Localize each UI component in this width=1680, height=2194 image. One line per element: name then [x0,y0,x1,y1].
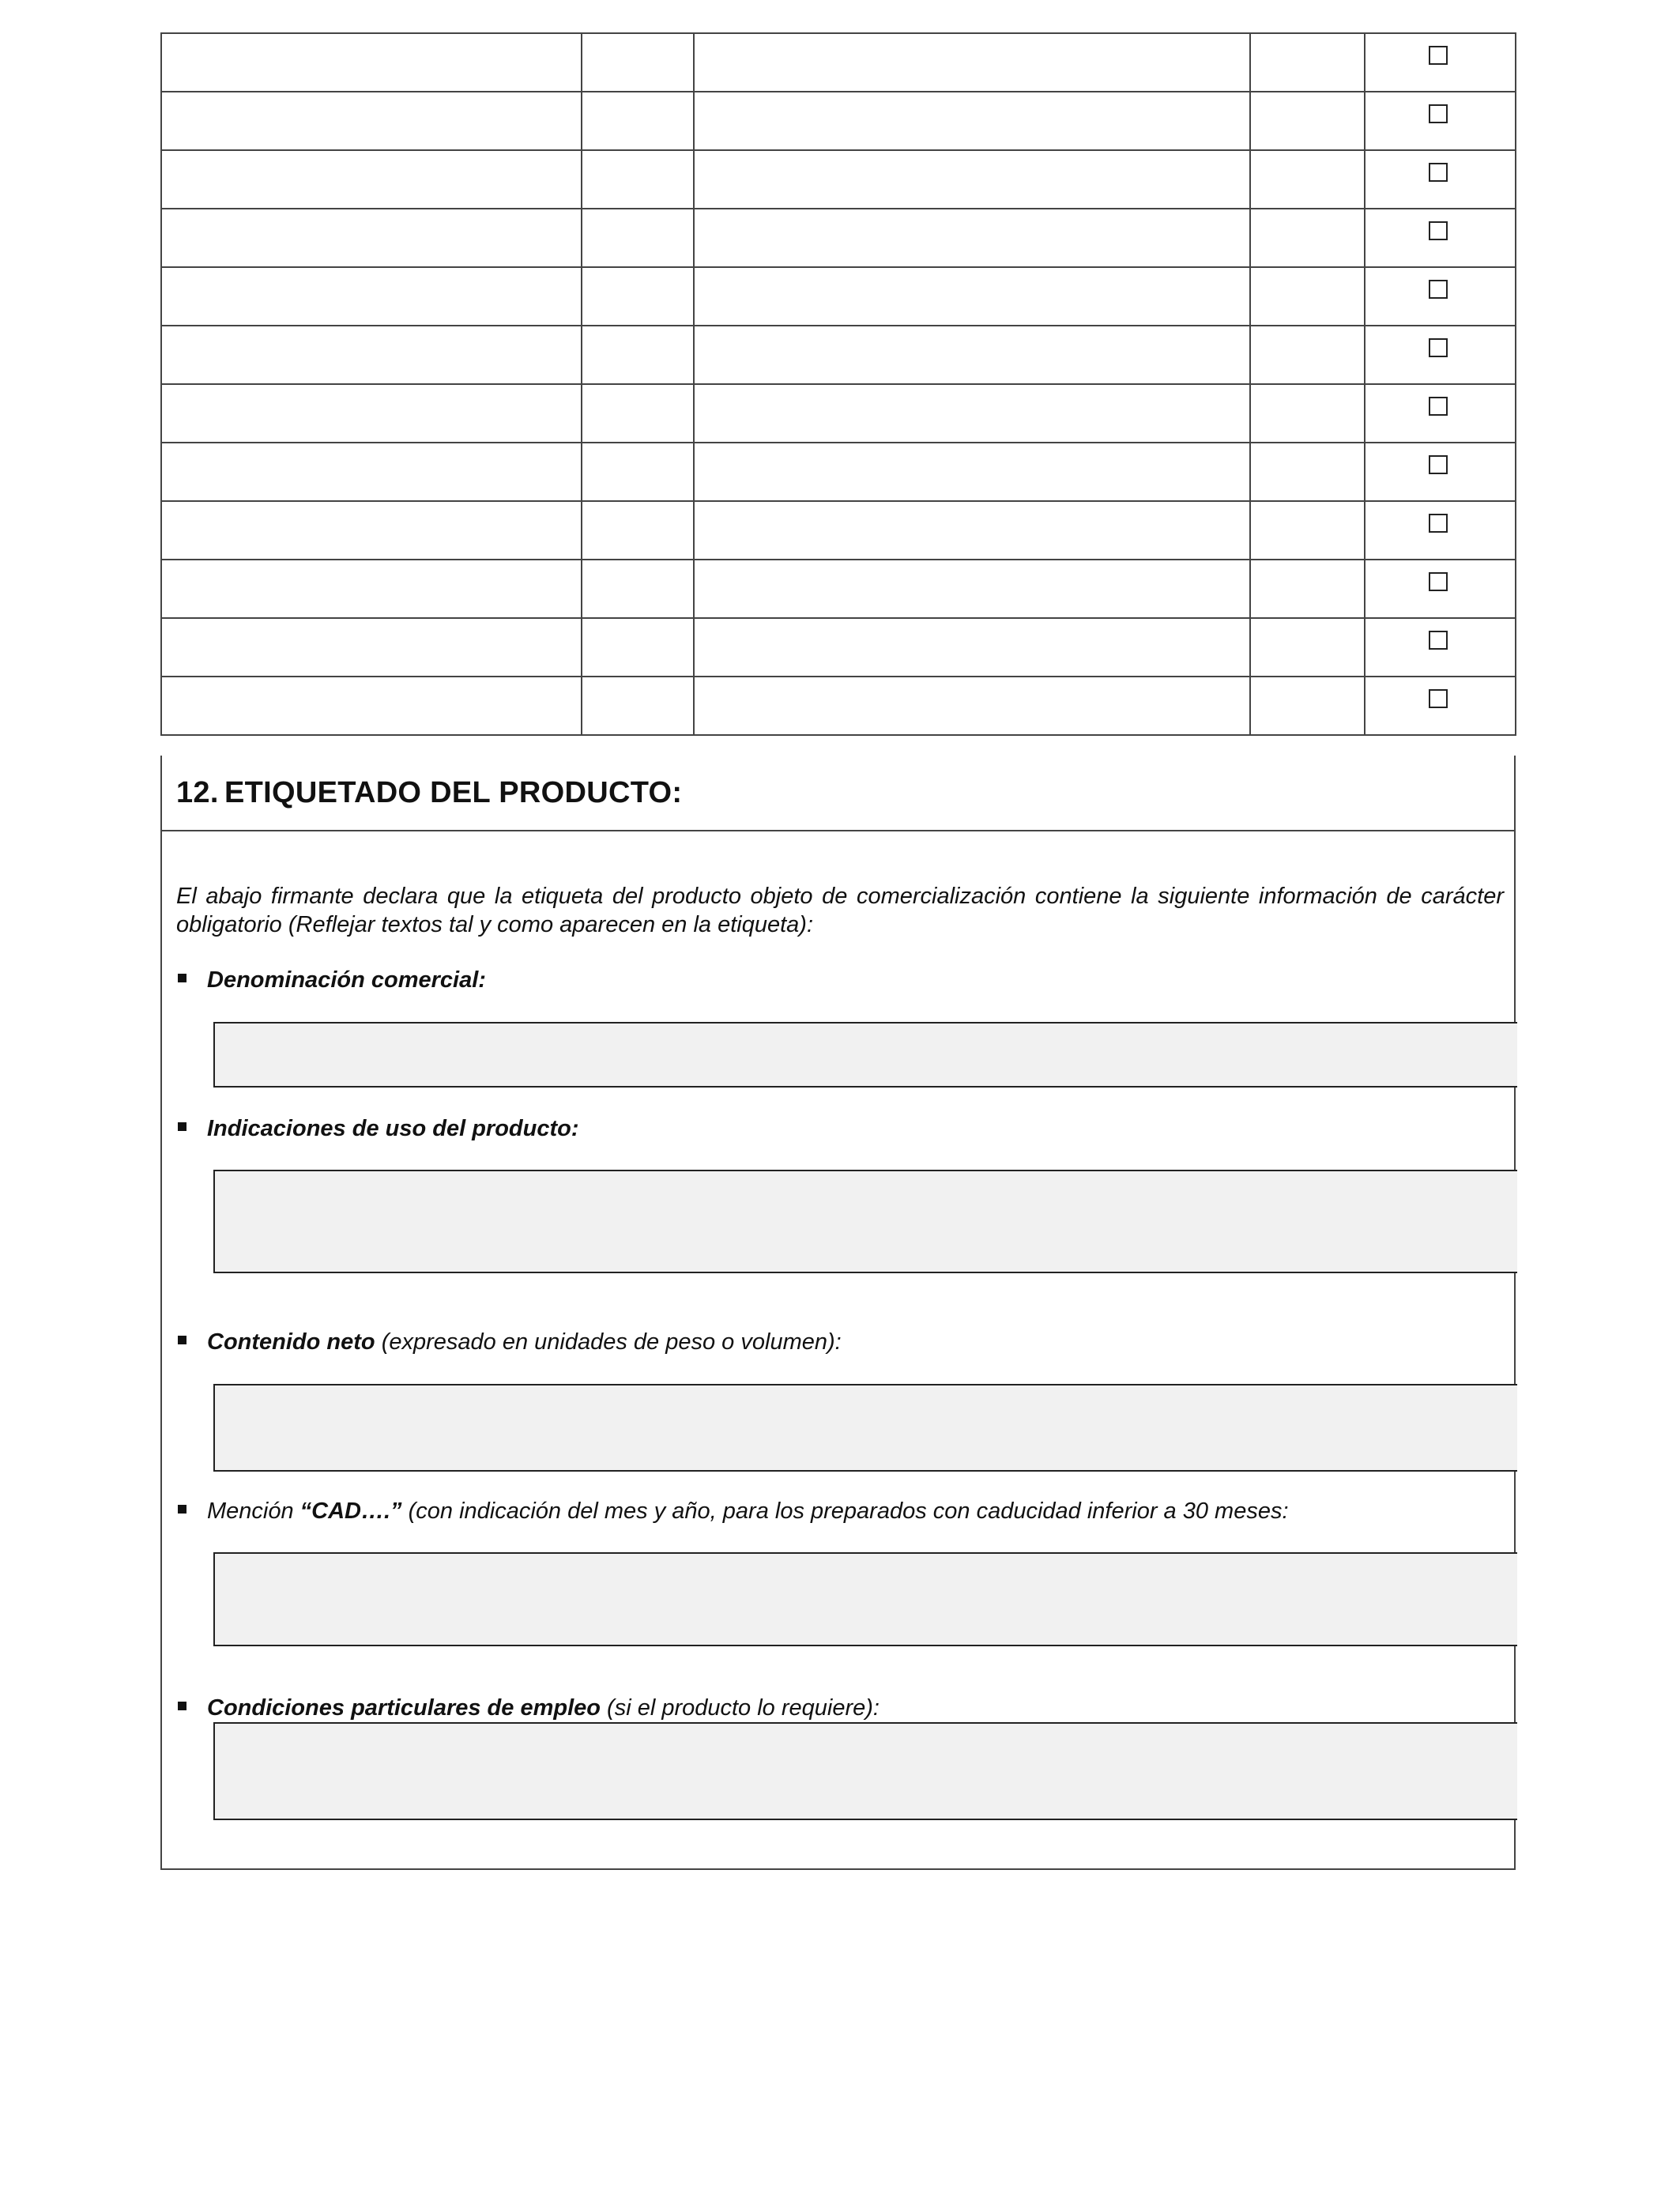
table-cell[interactable] [1250,384,1365,443]
table-cell[interactable] [582,33,694,92]
contenido-input-box[interactable] [213,1384,1517,1472]
table-cell[interactable] [694,618,1250,677]
table-row [161,560,1516,618]
bullet-marker [178,1122,186,1131]
section-header [162,756,1514,831]
table-cell[interactable] [694,677,1250,735]
section-number: 12. [176,775,219,809]
table-cell[interactable] [582,560,694,618]
cad-input-box[interactable] [213,1552,1517,1646]
table-cell[interactable] [694,267,1250,326]
table-cell[interactable] [161,560,582,618]
denominacion-input-box[interactable] [213,1022,1517,1088]
table-cell[interactable] [161,443,582,501]
checkbox[interactable] [1429,631,1448,650]
table-cell[interactable] [1250,92,1365,150]
condiciones-input-box[interactable] [213,1722,1517,1820]
section-title: ETIQUETADO DEL PRODUCTO: [224,775,683,809]
table-cell[interactable] [582,209,694,267]
table-cell[interactable] [1250,33,1365,92]
table-cell[interactable] [582,384,694,443]
checkbox[interactable] [1429,572,1448,591]
table-cell[interactable] [582,501,694,560]
table-cell[interactable] [1250,677,1365,735]
bullet-denominacion: Denominación comercial: [178,967,486,993]
bullet-marker [178,974,186,982]
checkbox[interactable] [1429,280,1448,299]
table-cell[interactable] [694,384,1250,443]
table-cell [1365,326,1516,384]
table-row [161,384,1516,443]
table-cell [1365,560,1516,618]
table-row [161,209,1516,267]
bullet-marker [178,1505,186,1514]
table-cell[interactable] [694,33,1250,92]
checkbox[interactable] [1429,514,1448,533]
table-cell[interactable] [582,92,694,150]
table-cell[interactable] [582,677,694,735]
table-cell[interactable] [582,267,694,326]
checkbox[interactable] [1429,338,1448,357]
table-cell[interactable] [161,267,582,326]
bullet-condiciones: Condiciones particulares de empleo (si el producto lo requiere): [178,1695,880,1721]
checkbox[interactable] [1429,104,1448,123]
checkbox[interactable] [1429,689,1448,708]
product-table [160,32,1516,736]
table-cell[interactable] [582,150,694,209]
table-cell[interactable] [161,501,582,560]
checkbox[interactable] [1429,397,1448,416]
table-cell[interactable] [1250,560,1365,618]
table-cell [1365,209,1516,267]
table-row [161,501,1516,560]
table-cell[interactable] [161,326,582,384]
table-cell[interactable] [694,326,1250,384]
table-cell[interactable] [161,384,582,443]
table-cell [1365,33,1516,92]
table-cell[interactable] [161,92,582,150]
table-cell[interactable] [1250,443,1365,501]
bullet-marker [178,1702,186,1710]
table-row [161,267,1516,326]
table-cell [1365,150,1516,209]
table-cell [1365,677,1516,735]
bullet-indicaciones: Indicaciones de uso del producto: [178,1116,579,1142]
labeling-section [160,756,1516,1870]
table-cell[interactable] [1250,209,1365,267]
bullet-cad: Mención “CAD….” (con indicación del mes y año, para los preparados con caducidad inferior a 30 meses: [178,1498,1289,1525]
table-cell[interactable] [1250,326,1365,384]
checkbox[interactable] [1429,221,1448,240]
table-cell [1365,443,1516,501]
table-cell[interactable] [161,618,582,677]
table-cell [1365,501,1516,560]
table-cell[interactable] [694,560,1250,618]
declaration-text: El abajo firmante declara que la etiqueta del producto objeto de comercialización contiene la siguiente información de carácter obligatorio (Reflejar textos tal y como aparecen en la etiqueta): [176,884,1504,937]
table-row [161,326,1516,384]
table-cell[interactable] [582,618,694,677]
table-cell [1365,267,1516,326]
table-cell[interactable] [694,443,1250,501]
table-cell[interactable] [694,92,1250,150]
table-cell[interactable] [1250,267,1365,326]
table-cell[interactable] [1250,501,1365,560]
checkbox[interactable] [1429,46,1448,65]
bullet-contenido: Contenido neto (expresado en unidades de peso o volumen): [178,1329,842,1355]
table-cell[interactable] [694,501,1250,560]
table-cell [1365,92,1516,150]
table-row [161,443,1516,501]
table-cell[interactable] [161,150,582,209]
table-cell [1365,384,1516,443]
indicaciones-input-box[interactable] [213,1170,1517,1273]
table-cell[interactable] [694,150,1250,209]
table-row [161,618,1516,677]
table-row [161,92,1516,150]
table-cell[interactable] [582,326,694,384]
bullet-marker [178,1336,186,1344]
table-cell[interactable] [694,209,1250,267]
table-row [161,150,1516,209]
checkbox[interactable] [1429,163,1448,182]
table-cell[interactable] [161,33,582,92]
table-row [161,33,1516,92]
table-cell[interactable] [1250,618,1365,677]
checkbox[interactable] [1429,455,1448,474]
table-row [161,677,1516,735]
table-cell[interactable] [161,209,582,267]
table-cell[interactable] [582,443,694,501]
table-cell[interactable] [1250,150,1365,209]
table-cell [1365,618,1516,677]
table-cell[interactable] [161,677,582,735]
